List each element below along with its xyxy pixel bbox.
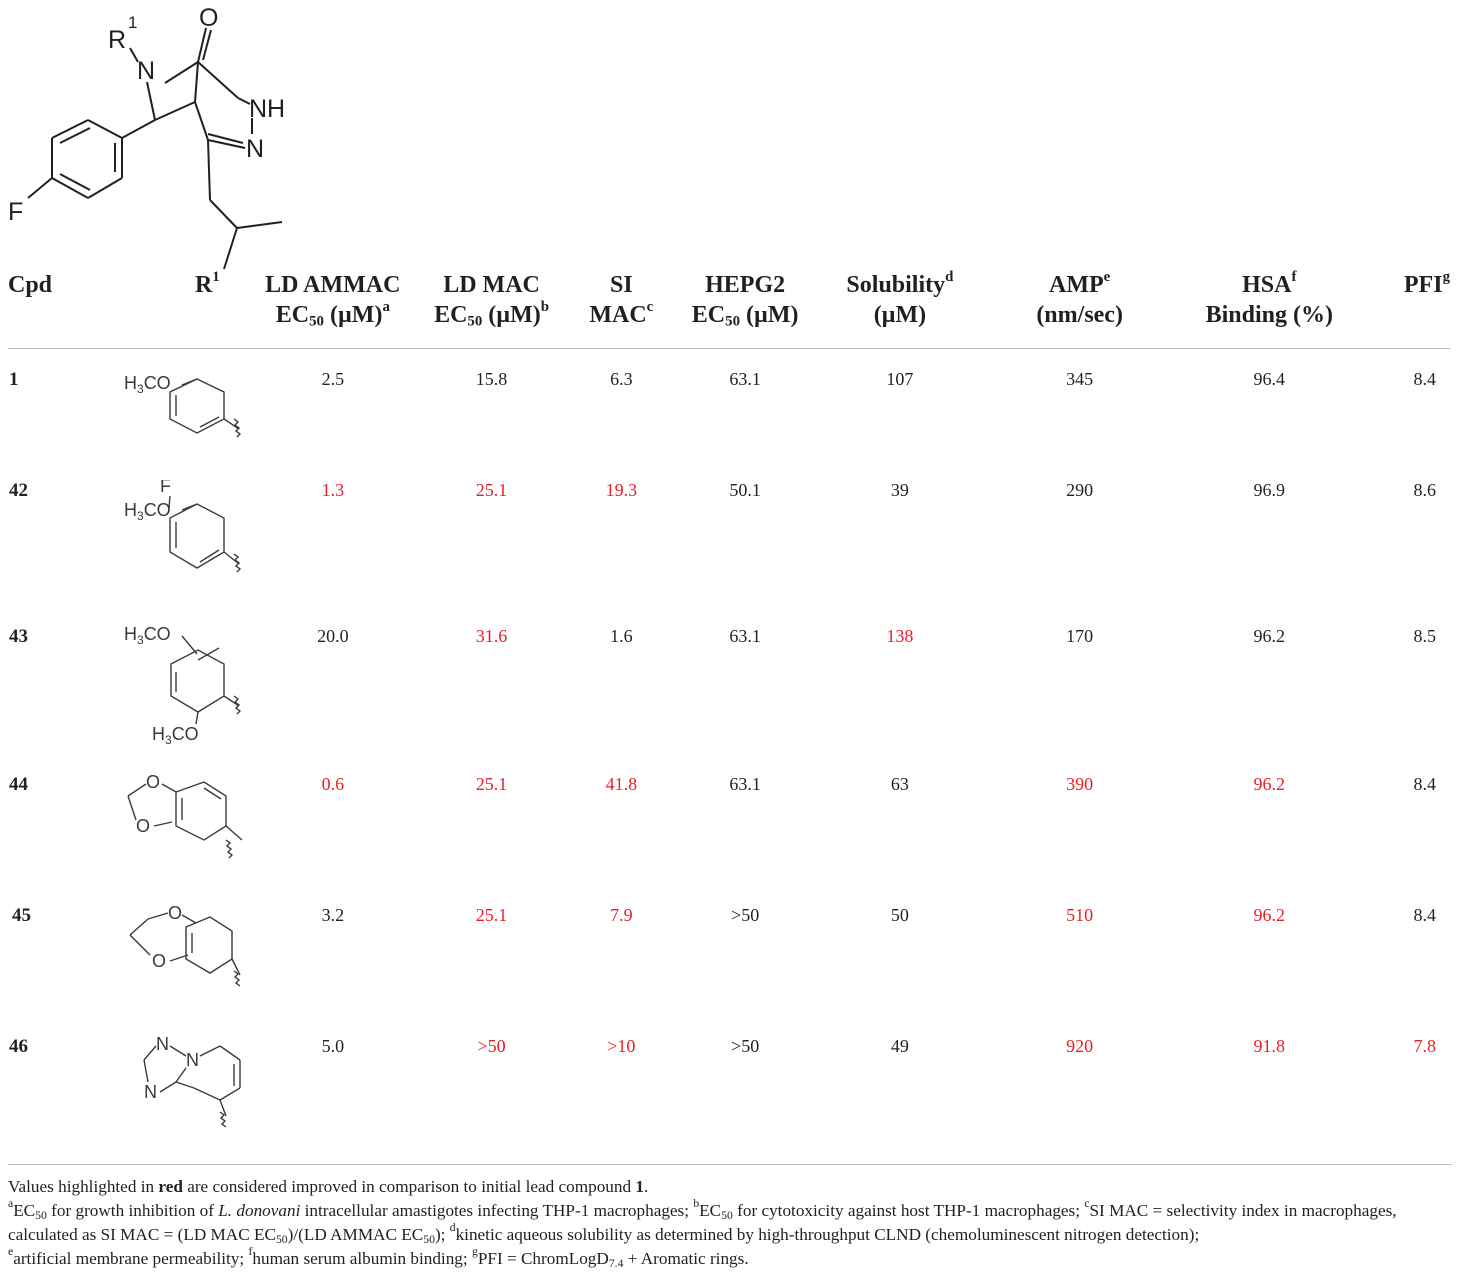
cell-amp: 510 bbox=[1066, 905, 1094, 925]
cell-hepg2: 63.1 bbox=[729, 369, 761, 389]
header-hsa: HSA$^f$ Binding (%) bbox=[1169, 268, 1369, 349]
scaffold-nh-label: NH bbox=[249, 95, 286, 123]
cell-r1-structure bbox=[63, 754, 245, 885]
r1-3-fluoro-4-methoxyphenyl-structure bbox=[64, 480, 244, 600]
cell-hepg2: 63.1 bbox=[729, 774, 761, 794]
results-table bbox=[8, 268, 1450, 1147]
footnote-highlight-legend: Values highlighted in red are considered improved in comparison to initial lead compound 1. bbox=[8, 1177, 649, 1196]
scaffold-f-label: F bbox=[8, 198, 24, 226]
header-si-mac: SI MAC$^c$ bbox=[562, 268, 680, 349]
cell-ld-mac: >50 bbox=[477, 1036, 506, 1056]
header-pfi: PFI$^g$ bbox=[1369, 268, 1450, 349]
cell-si-mac: 41.8 bbox=[605, 774, 638, 794]
cell-r1-structure bbox=[63, 349, 245, 461]
header-solubility: Solubility$^d$ (µM) bbox=[810, 268, 990, 349]
table-header-row bbox=[8, 268, 1450, 349]
table-footnotes bbox=[8, 1164, 1452, 1271]
cell-hepg2: 50.1 bbox=[729, 480, 761, 500]
cell-r1-structure bbox=[63, 460, 245, 606]
cell-cpd: 42 bbox=[9, 480, 28, 501]
scaffold-o-label: O bbox=[199, 4, 219, 32]
cell-si-mac: >10 bbox=[607, 1036, 636, 1056]
cell-hsa: 96.2 bbox=[1253, 774, 1286, 794]
cell-pfi: 8.6 bbox=[1413, 480, 1436, 500]
scaffold-n2-label: N bbox=[246, 135, 265, 163]
cell-pfi: 8.4 bbox=[1413, 905, 1436, 925]
cell-ld-ammac: 20.0 bbox=[317, 626, 349, 646]
footnote-definitions: $^aEC_{50}$ for growth inhibition of L. donovani intracellular amastigotes infecting THP-1 macrophages; $^bEC_{50}$ for cytotoxicity against host THP-1 macrophages; $^c$SI MAC = selectivity index in macrophages, calculated as SI MAC = (LD MAC $EC_{50})/(LD$ AMMAC $EC_{50}$); $^d$kinetic aqueous solubility as determined by high-throughput CLND (chemoluminescent nitrogen detection); $^e$artificial membrane permeability; $^f$human serum albumin binding; $^g$PFI = ChromLogD$_{7.4}$ + Aromatic rings. bbox=[8, 1197, 1397, 1270]
cell-hsa: 96.9 bbox=[1253, 480, 1286, 500]
header-amp: AMP$^e$ (nm/sec) bbox=[990, 268, 1170, 349]
cell-hepg2: >50 bbox=[731, 905, 760, 925]
cell-amp: 290 bbox=[1066, 480, 1094, 500]
cell-hepg2: 63.1 bbox=[729, 626, 761, 646]
cell-amp: 345 bbox=[1066, 369, 1094, 389]
cell-solubility: 39 bbox=[890, 480, 909, 500]
r1-triazolopyridinyl-structure bbox=[64, 1036, 244, 1141]
cell-ld-ammac: 2.5 bbox=[321, 369, 345, 389]
cell-pfi: 8.4 bbox=[1413, 774, 1436, 794]
cell-si-mac: 1.6 bbox=[610, 626, 633, 646]
cell-ld-mac: 31.6 bbox=[475, 626, 508, 646]
cell-ld-ammac: 3.2 bbox=[321, 905, 345, 925]
table-row bbox=[8, 606, 1450, 754]
cell-solubility: 49 bbox=[890, 1036, 909, 1056]
header-cpd: Cpd bbox=[8, 268, 63, 349]
r1-benzodioxolyl-structure bbox=[64, 774, 244, 879]
svg-text:O: O bbox=[145, 774, 160, 792]
cell-r1-structure bbox=[63, 1016, 245, 1147]
svg-text:O: O bbox=[167, 905, 182, 923]
svg-text:N: N bbox=[143, 1082, 157, 1102]
header-hepg2: HEPG2 $EC_{50}$ (µM) bbox=[680, 268, 810, 349]
cell-si-mac: 19.3 bbox=[605, 480, 638, 500]
cell-amp: 170 bbox=[1066, 626, 1094, 646]
cell-si-mac: 7.9 bbox=[610, 905, 633, 925]
cell-ld-ammac: 1.3 bbox=[321, 480, 345, 500]
cell-solubility: 63 bbox=[890, 774, 909, 794]
cell-ld-mac: 25.1 bbox=[475, 480, 508, 500]
svg-text:H3CO: $H_3CO$ bbox=[151, 724, 199, 747]
svg-text:N: N bbox=[155, 1036, 169, 1054]
cell-amp: 920 bbox=[1066, 1036, 1094, 1056]
table-row bbox=[8, 885, 1450, 1016]
cell-pfi: 8.5 bbox=[1413, 626, 1436, 646]
table-row bbox=[8, 460, 1450, 606]
cell-cpd: 46 bbox=[9, 1036, 28, 1057]
cell-ld-mac: 25.1 bbox=[475, 905, 508, 925]
svg-text:F: F bbox=[159, 480, 171, 496]
cell-pfi: 8.4 bbox=[1413, 369, 1436, 389]
header-r1: $R^1$ bbox=[63, 268, 245, 349]
scaffold-r-superscript: 1 bbox=[128, 13, 138, 32]
table-row bbox=[8, 349, 1450, 461]
cell-solubility: 107 bbox=[886, 369, 914, 389]
cell-ld-mac: 25.1 bbox=[475, 774, 508, 794]
cell-cpd: 45 bbox=[12, 905, 31, 926]
cell-solubility: 50 bbox=[890, 905, 909, 925]
scaffold-n-label: N bbox=[137, 57, 156, 85]
svg-text:H3CO: $H_3CO$ bbox=[123, 500, 171, 523]
svg-text:H3CO: $H_3CO$ bbox=[123, 626, 171, 647]
cell-amp: 390 bbox=[1066, 774, 1094, 794]
cell-cpd: 43 bbox=[9, 626, 28, 647]
cell-r1-structure bbox=[63, 885, 245, 1016]
cell-hepg2: >50 bbox=[731, 1036, 760, 1056]
cell-hsa: 96.2 bbox=[1253, 905, 1286, 925]
cell-hsa: 91.8 bbox=[1253, 1036, 1286, 1056]
header-ld-mac: LD MAC $EC_{50}$ $(\mu M)^b$ bbox=[421, 268, 563, 349]
r1-2-4-dimethoxyphenyl-structure bbox=[64, 626, 244, 748]
cell-ld-mac: 15.8 bbox=[475, 369, 508, 389]
cell-hsa: 96.2 bbox=[1253, 626, 1286, 646]
cell-ld-ammac: 5.0 bbox=[321, 1036, 345, 1056]
svg-text:H3CO: $H_3CO$ bbox=[123, 373, 171, 396]
cell-hsa: 96.4 bbox=[1253, 369, 1286, 389]
header-ld-ammac: LD AMMAC $EC_{50}$ $(\mu M)^a$ bbox=[245, 268, 421, 349]
scaffold-structure bbox=[0, 0, 320, 272]
cell-cpd: 44 bbox=[9, 774, 28, 795]
svg-text:O: O bbox=[151, 951, 166, 971]
cell-ld-ammac: 0.6 bbox=[321, 774, 345, 794]
cell-pfi: 7.8 bbox=[1413, 1036, 1436, 1056]
table-row bbox=[8, 1016, 1450, 1147]
cell-cpd: 1 bbox=[9, 369, 19, 390]
cell-si-mac: 6.3 bbox=[610, 369, 633, 389]
r1-benzodioxinyl-structure bbox=[64, 905, 244, 1010]
svg-text:N: N bbox=[185, 1050, 199, 1070]
r1-4-methoxyphenyl-structure bbox=[64, 369, 244, 454]
scaffold-r-label: R bbox=[108, 26, 127, 54]
cell-r1-structure bbox=[63, 606, 245, 754]
svg-text:O: O bbox=[135, 816, 150, 836]
table-row bbox=[8, 754, 1450, 885]
cell-solubility: 138 bbox=[886, 626, 914, 646]
